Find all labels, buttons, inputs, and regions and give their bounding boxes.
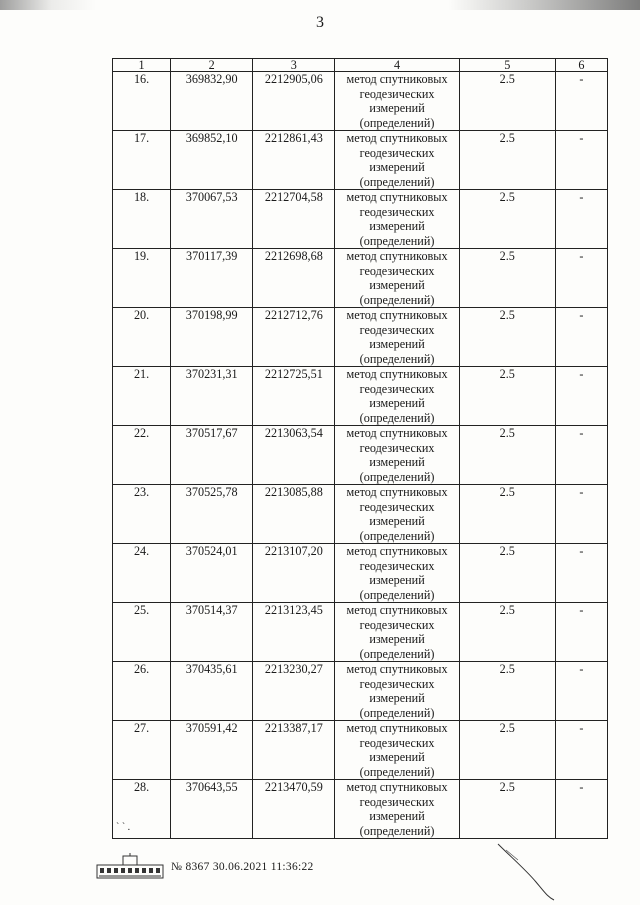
coordinate-x: 370231,31 — [171, 367, 253, 426]
coordinates-table — [112, 58, 608, 839]
method-description: метод спутниковых геодезических измерений (определений) — [335, 72, 459, 131]
table-row — [113, 780, 608, 839]
point-number: 25. — [113, 603, 171, 662]
accuracy-value: 2.5 — [459, 190, 555, 249]
table-row — [113, 721, 608, 780]
note-value: - — [555, 308, 607, 367]
coordinate-y: 2212905,06 — [253, 72, 335, 131]
table-row — [113, 367, 608, 426]
method-description: метод спутниковых геодезических измерений (определений) — [335, 485, 459, 544]
note-value: - — [555, 190, 607, 249]
accuracy-value: 2.5 — [459, 721, 555, 780]
method-description: метод спутниковых геодезических измерений (определений) — [335, 131, 459, 190]
coordinate-x: 370117,39 — [171, 249, 253, 308]
method-description: метод спутниковых геодезических измерений (определений) — [335, 249, 459, 308]
note-value: - — [555, 780, 607, 839]
table-row — [113, 308, 608, 367]
note-value: - — [555, 603, 607, 662]
accuracy-value: 2.5 — [459, 780, 555, 839]
point-number: 28. — [113, 780, 171, 839]
point-number: 27. — [113, 721, 171, 780]
table-body — [113, 72, 608, 839]
note-value: - — [555, 72, 607, 131]
point-number: 22. — [113, 426, 171, 485]
table-row — [113, 544, 608, 603]
header-col-2: 2 — [171, 59, 253, 72]
page-number: 3 — [316, 14, 324, 31]
header-col-5: 5 — [459, 59, 555, 72]
point-number: 23. — [113, 485, 171, 544]
coordinate-y: 2213470,59 — [253, 780, 335, 839]
table-row — [113, 426, 608, 485]
coordinate-x: 370643,55 — [171, 780, 253, 839]
table-header-row — [113, 59, 608, 72]
accuracy-value: 2.5 — [459, 544, 555, 603]
note-value: - — [555, 721, 607, 780]
coordinate-x: 369852,10 — [171, 131, 253, 190]
point-number: 24. — [113, 544, 171, 603]
point-number: 16. — [113, 72, 171, 131]
point-number: 20. — [113, 308, 171, 367]
table-row — [113, 131, 608, 190]
coordinate-y: 2213230,27 — [253, 662, 335, 721]
coordinate-y: 2213387,17 — [253, 721, 335, 780]
note-value: - — [555, 426, 607, 485]
table-row — [113, 603, 608, 662]
header-col-1: 1 — [113, 59, 171, 72]
accuracy-value: 2.5 — [459, 485, 555, 544]
method-description: метод спутниковых геодезических измерений (определений) — [335, 190, 459, 249]
method-description: метод спутниковых геодезических измерений (определений) — [335, 308, 459, 367]
point-number: 26. — [113, 662, 171, 721]
method-description: метод спутниковых геодезических измерений (определений) — [335, 780, 459, 839]
coordinate-y: 2212712,76 — [253, 308, 335, 367]
accuracy-value: 2.5 — [459, 308, 555, 367]
note-value: - — [555, 249, 607, 308]
coordinate-x: 369832,90 — [171, 72, 253, 131]
coordinate-x: 370591,42 — [171, 721, 253, 780]
coordinate-x: 370517,67 — [171, 426, 253, 485]
note-value: - — [555, 131, 607, 190]
registration-footer — [95, 852, 415, 882]
scan-edge-artifact — [0, 0, 640, 10]
note-value: - — [555, 662, 607, 721]
header-col-6: 6 — [555, 59, 607, 72]
table-row — [113, 72, 608, 131]
accuracy-value: 2.5 — [459, 131, 555, 190]
scan-marks: ` ` . — [116, 822, 131, 833]
point-number: 21. — [113, 367, 171, 426]
method-description: метод спутниковых геодезических измерений (определений) — [335, 603, 459, 662]
header-col-3: 3 — [253, 59, 335, 72]
coordinate-y: 2213085,88 — [253, 485, 335, 544]
point-number: 18. — [113, 190, 171, 249]
note-value: - — [555, 367, 607, 426]
accuracy-value: 2.5 — [459, 249, 555, 308]
accuracy-value: 2.5 — [459, 367, 555, 426]
coordinate-x: 370067,53 — [171, 190, 253, 249]
coordinate-x: 370525,78 — [171, 485, 253, 544]
table-row — [113, 662, 608, 721]
coordinate-y: 2213063,54 — [253, 426, 335, 485]
note-value: - — [555, 485, 607, 544]
method-description: метод спутниковых геодезических измерений (определений) — [335, 721, 459, 780]
method-description: метод спутниковых геодезических измерений (определений) — [335, 544, 459, 603]
registration-number: № 8367 30.06.2021 11:36:22 — [171, 861, 314, 873]
header-col-4: 4 — [335, 59, 459, 72]
coordinate-x: 370435,61 — [171, 662, 253, 721]
accuracy-value: 2.5 — [459, 603, 555, 662]
accuracy-value: 2.5 — [459, 72, 555, 131]
coordinate-x: 370198,99 — [171, 308, 253, 367]
coordinate-y: 2212725,51 — [253, 367, 335, 426]
table-row — [113, 249, 608, 308]
method-description: метод спутниковых геодезических измерений (определений) — [335, 426, 459, 485]
coordinate-x: 370514,37 — [171, 603, 253, 662]
method-description: метод спутниковых геодезических измерений (определений) — [335, 662, 459, 721]
coordinate-y: 2212861,43 — [253, 131, 335, 190]
coordinate-y: 2212698,68 — [253, 249, 335, 308]
method-description: метод спутниковых геодезических измерений (определений) — [335, 367, 459, 426]
coordinate-y: 2213123,45 — [253, 603, 335, 662]
table-row — [113, 190, 608, 249]
accuracy-value: 2.5 — [459, 426, 555, 485]
coordinate-y: 2212704,58 — [253, 190, 335, 249]
accuracy-value: 2.5 — [459, 662, 555, 721]
coordinate-y: 2213107,20 — [253, 544, 335, 603]
point-number: 17. — [113, 131, 171, 190]
table-row — [113, 485, 608, 544]
signature-stroke — [496, 842, 556, 902]
coordinate-x: 370524,01 — [171, 544, 253, 603]
point-number: 19. — [113, 249, 171, 308]
building-stamp-icon — [95, 853, 165, 881]
note-value: - — [555, 544, 607, 603]
